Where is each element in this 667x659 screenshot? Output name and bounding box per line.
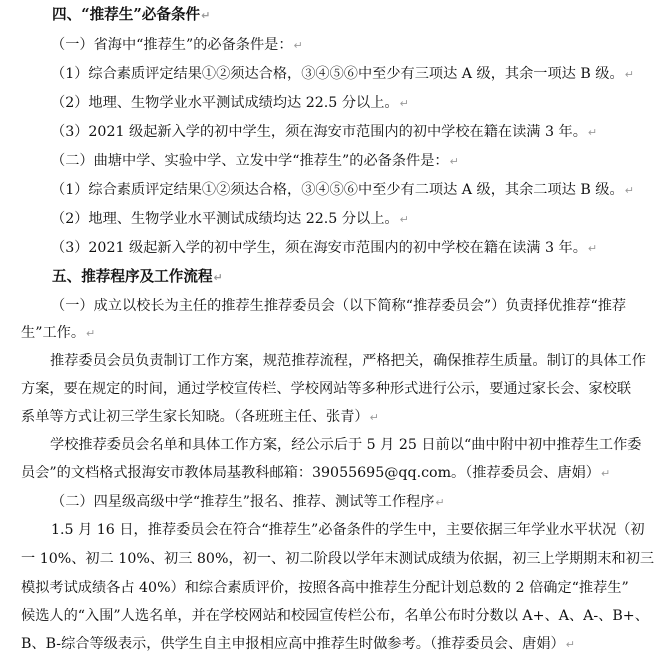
- paragraph-mark-icon: ↵: [201, 9, 211, 22]
- paragraph-line: （二）四星级高级中学“推荐生”报名、推荐、测试等工作程序↵: [51, 494, 445, 510]
- paragraph-mark-icon: ↵: [213, 271, 223, 284]
- paragraph-mark-icon: ↵: [399, 213, 409, 226]
- paragraph-line: 一 10%、初二 10%、初三 80%，初一、初二阶段以学年末测试成绩为依据，初三上学期期末和初三: [21, 551, 655, 567]
- paragraph-line: （一）成立以校长为主任的推荐生推荐委员会（以下简称“推荐委员会”）负责择优推荐“推荐: [51, 298, 627, 314]
- paragraph-mark-icon: ↵: [624, 68, 634, 81]
- paragraph-mark-icon: ↵: [86, 327, 96, 340]
- paragraph-line: （3）2021 级起新入学的初中学生，须在海安市范围内的初中学校在籍在读满 3 年。↵: [51, 124, 598, 140]
- paragraph-line: （一）省海中“推荐生”的必备条件是：↵: [51, 37, 303, 53]
- paragraph-line: （3）2021 级起新入学的初中学生，须在海安市范围内的初中学校在籍在读满 3 年。↵: [51, 240, 598, 256]
- paragraph-line: 员会”的文档格式报海安市教体局基教科邮箱：39055695@qq.com。（推荐委员会、唐娟）↵: [21, 465, 611, 481]
- paragraph-line: （1）综合素质评定结果①②须达合格，③④⑤⑥中至少有二项达 A 级，其余二项达 B 级。↵: [51, 182, 634, 198]
- section-heading-5: 五、推荐程序及工作流程↵: [52, 268, 223, 285]
- paragraph-mark-icon: ↵: [587, 242, 598, 255]
- paragraph-line: （二）曲塘中学、实验中学、立发中学“推荐生”的必备条件是：↵: [51, 153, 459, 169]
- paragraph-mark-icon: ↵: [587, 126, 598, 139]
- paragraph-line: （2）地理、生物学业水平测试成绩均达 22.5 分以上。↵: [51, 95, 409, 111]
- paragraph-mark-icon: ↵: [449, 155, 459, 168]
- paragraph-mark-icon: ↵: [369, 411, 379, 424]
- paragraph-mark-icon: ↵: [624, 184, 634, 197]
- paragraph-line: 模拟考试成绩各占 40%）和综合素质评价，按照各高中推荐生分配计划总数的 2 倍确定“推荐生”: [21, 580, 629, 596]
- paragraph-mark-icon: ↵: [600, 467, 611, 480]
- paragraph-mark-icon: ↵: [399, 97, 409, 110]
- paragraph-line: 1.5 月 16 日，推荐委员会在符合“推荐生”必备条件的学生中，主要依据三年学业水平状况（初: [51, 522, 645, 538]
- paragraph-mark-icon: ↵: [293, 39, 303, 52]
- paragraph-line: 推荐委员会员负责制订工作方案，规范推荐流程，严格把关，确保推荐生质量。制订的具体工作: [50, 353, 646, 369]
- paragraph-line: 系单等方式让初三学生家长知晓。（各班班主任、张青）↵: [21, 409, 379, 425]
- paragraph-line: （1）综合素质评定结果①②须达合格，③④⑤⑥中至少有三项达 A 级，其余一项达 B 级。↵: [51, 66, 634, 82]
- paragraph-line: B、B-综合等级表示，供学生自主申报相应高中推荐生时做参考。（推荐委员会、唐娟）↵: [21, 636, 575, 652]
- paragraph-line: （2）地理、生物学业水平测试成绩均达 22.5 分以上。↵: [51, 211, 409, 227]
- paragraph-mark-icon: ↵: [435, 496, 445, 509]
- paragraph-mark-icon: ↵: [565, 638, 575, 651]
- paragraph-line: 生”工作。↵: [21, 325, 96, 341]
- paragraph-line: 学校推荐委员会名单和具体工作方案，经公示后于 5 月 25 日前以“曲中附中初中推荐生工作委: [50, 437, 642, 453]
- section-heading-4: 四、“推荐生”必备条件↵: [52, 6, 211, 23]
- paragraph-line: 方案，要在规定的时间，通过学校宣传栏、学校网站等多种形式进行公示，要通过家长会、家校联: [21, 381, 632, 397]
- paragraph-line: 候选人的“入围”人选名单，并在学校网站和校园宣传栏公布，名单公布时分数以 A+、A、A-、B+、: [21, 608, 649, 624]
